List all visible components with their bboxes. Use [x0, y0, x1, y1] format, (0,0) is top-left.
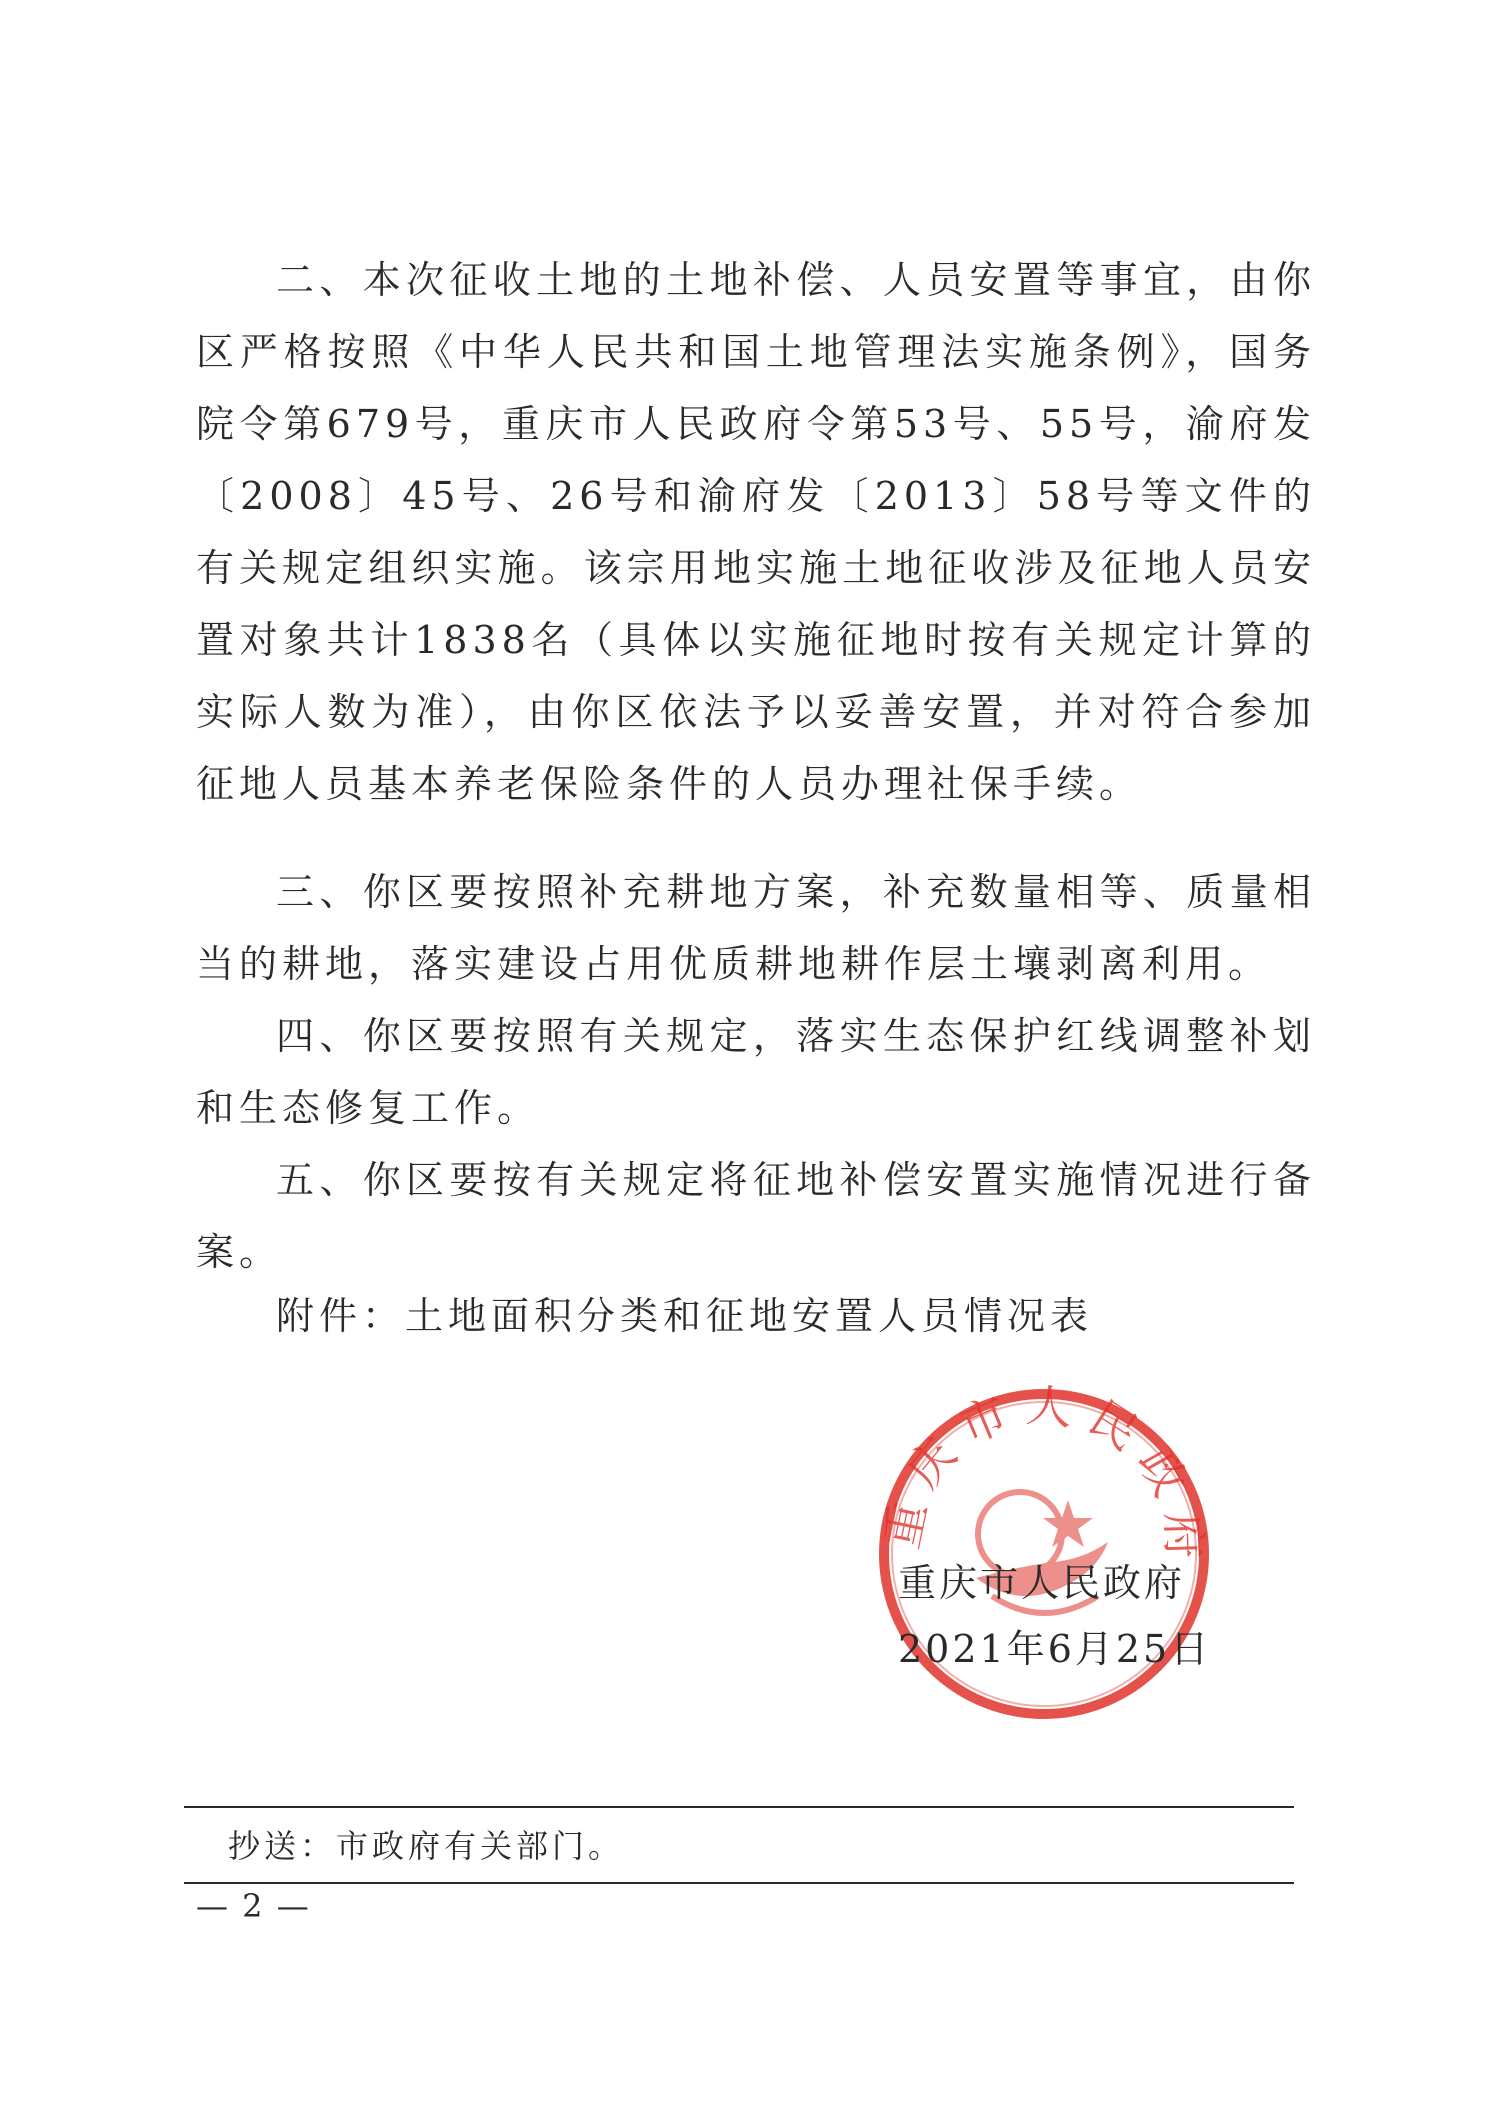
paragraph-ecological-redline: 四、你区要按照有关规定，落实生态保护红线调整补划和生态修复工作。 — [196, 1014, 1316, 1130]
cc-line: 抄送：市政府有关部门。 — [228, 1827, 625, 1865]
issue-date: 2021年6月25日 — [898, 1627, 1212, 1671]
signature-block — [898, 1550, 1211, 1682]
cc-bottom-divider — [184, 1882, 1294, 1884]
page-number: — 2 — — [196, 1887, 311, 1925]
paragraph-compensation-resettlement: 二、本次征收土地的土地补偿、人员安置等事宜，由你区严格按照《中华人民共和国土地管理法实施条例》，国务院令第679号，重庆市人民政府令第53号、55号，渝府发〔2008〕45号、26号和渝府发〔2013〕58号等文件的有关规定组织实施。该宗用地实施土地征收涉及征地人员安置对象共计1838名（具体以实施征地时按有关规定计算的实际人数为准），由你区依法予以妥善安置，并对符合参加征地人员基本养老保险条件的人员办理社保手续。 — [196, 258, 1316, 806]
attachment-line: 附件：土地面积分类和征地安置人员情况表 — [276, 1294, 1094, 1338]
paragraph-farmland-supplement: 三、你区要按照补充耕地方案，补充数量相等、质量相当的耕地，落实建设占用优质耕地耕作层土壤剥离利用。 — [196, 870, 1316, 986]
cc-top-divider — [184, 1806, 1294, 1808]
svg-text:重庆市人民政府: 重庆市人民政府 — [874, 1382, 1212, 1574]
paragraph-filing: 五、你区要按有关规定将征地补偿安置实施情况进行备案。 — [196, 1158, 1316, 1274]
issuer-name: 重庆市人民政府 — [898, 1561, 1186, 1605]
